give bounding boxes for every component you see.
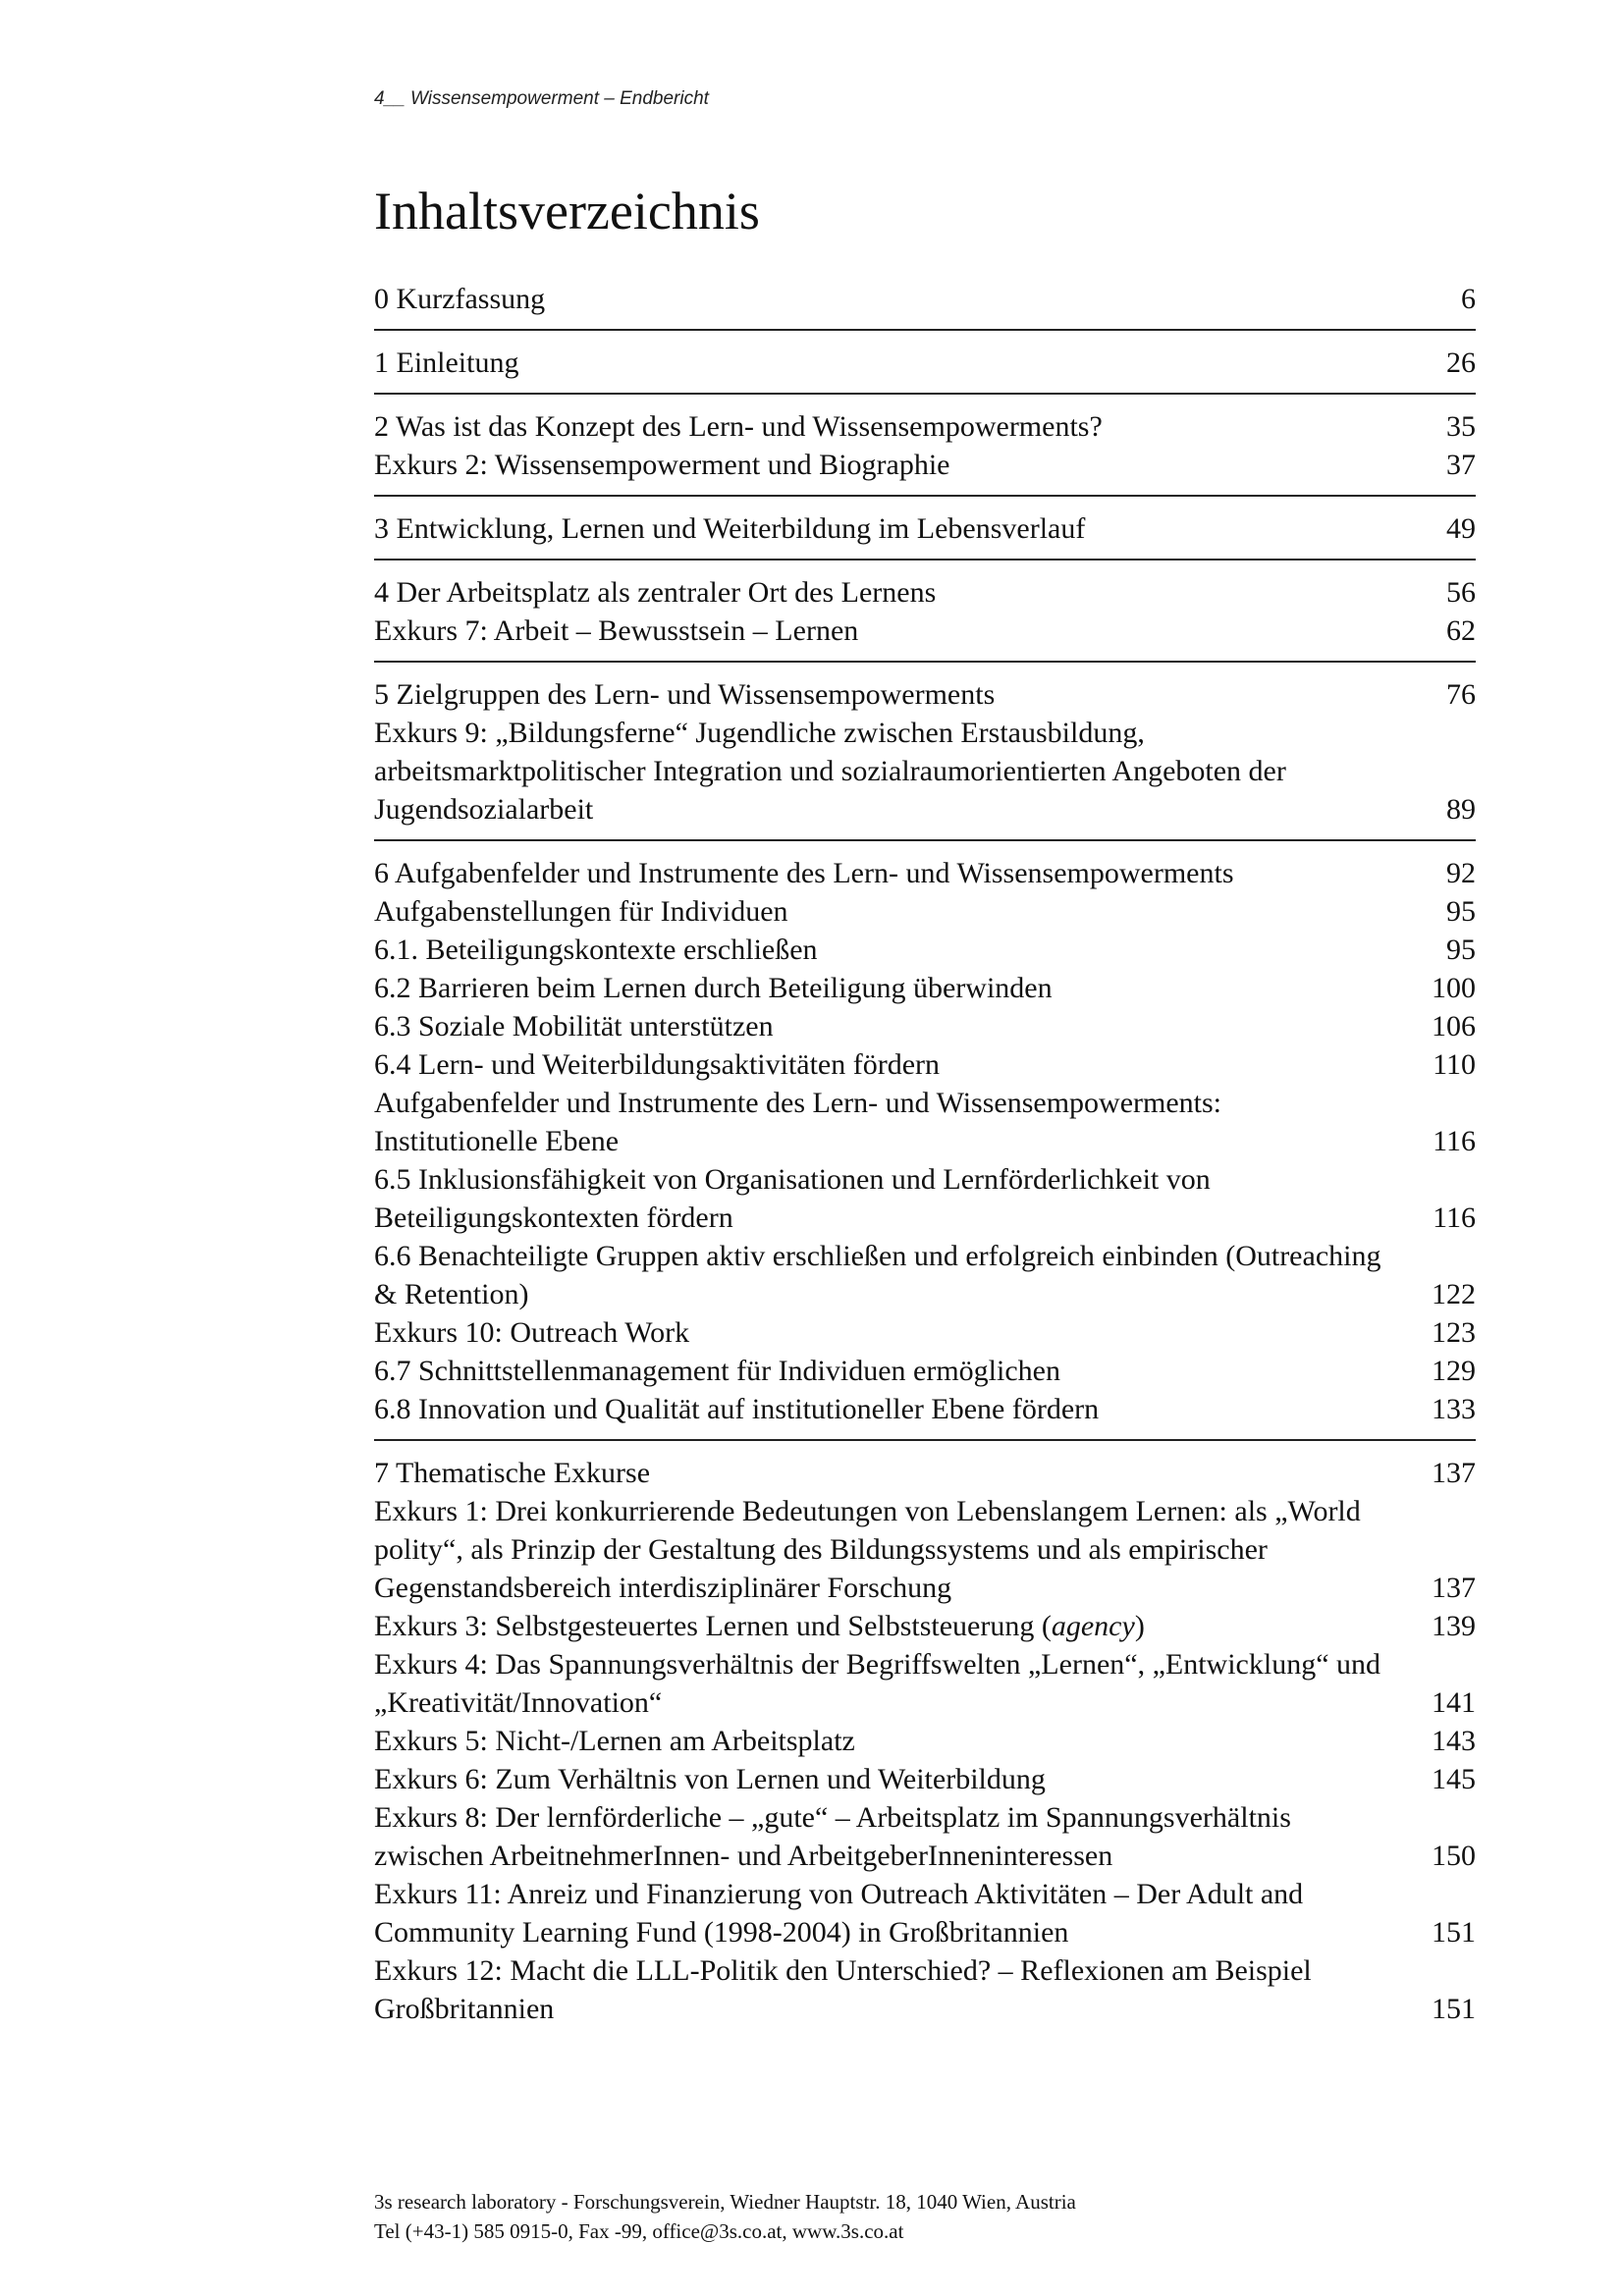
- toc-entry-page: 49: [1446, 512, 1476, 545]
- toc-entry[interactable]: [374, 1683, 1476, 1722]
- toc-entry-page: 141: [1432, 1686, 1476, 1719]
- toc-entry[interactable]: [374, 1084, 1476, 1122]
- toc-entry-title: Exkurs 8: Der lernförderliche – „gute“ – Arbeitsplatz im Spannungsverhältnis: [374, 1801, 1291, 1834]
- toc-entry[interactable]: [374, 1492, 1476, 1530]
- toc-entry-title: Exkurs 6: Zum Verhältnis von Lernen und Weiterbildung: [374, 1763, 1046, 1795]
- toc-entry[interactable]: [374, 344, 1476, 382]
- toc-entry-title: Community Learning Fund (1998-2004) in Großbritannien: [374, 1916, 1069, 1949]
- toc-entry-page: 133: [1432, 1393, 1476, 1425]
- toc-entry[interactable]: [374, 509, 1476, 548]
- toc-entry[interactable]: [374, 969, 1476, 1007]
- toc-entry-title: Institutionelle Ebene: [374, 1125, 620, 1157]
- toc-entry-title: 2 Was ist das Konzept des Lern- und Wissensempowerments?: [374, 410, 1103, 443]
- toc-entry-title: Jugendsozialarbeit: [374, 793, 594, 826]
- toc-entry-title: Exkurs 4: Das Spannungsverhältnis der Begriffswelten „Lernen“, „Entwicklung“ und: [374, 1648, 1381, 1681]
- page-title: Inhaltsverzeichnis: [374, 182, 760, 240]
- toc-entry[interactable]: [374, 1199, 1476, 1237]
- toc-entry[interactable]: [374, 1760, 1476, 1798]
- toc-entry-title: Großbritannien: [374, 1993, 555, 2025]
- toc-entry[interactable]: [374, 446, 1476, 484]
- toc-entry-title: 4 Der Arbeitsplatz als zentraler Ort des Lernens: [374, 576, 937, 609]
- toc-entry-title: Aufgabenstellungen für Individuen: [374, 895, 788, 928]
- toc-entry-page: 6: [1461, 283, 1476, 315]
- toc-entry-title: polity“, als Prinzip der Gestaltung des Bildungssystems und als empirischer: [374, 1533, 1268, 1566]
- toc-entry-page: 76: [1446, 678, 1476, 711]
- toc-entry-title: & Retention): [374, 1278, 529, 1310]
- toc-entry[interactable]: [374, 1722, 1476, 1760]
- toc-entry-title: Exkurs 5: Nicht-/Lernen am Arbeitsplatz: [374, 1725, 855, 1757]
- toc-entry-page: 139: [1432, 1610, 1476, 1642]
- toc-entry[interactable]: [374, 714, 1476, 752]
- toc-entry[interactable]: [374, 612, 1476, 650]
- toc-entry[interactable]: [374, 1390, 1476, 1428]
- toc-entry[interactable]: [374, 1530, 1476, 1569]
- toc-entry[interactable]: [374, 1913, 1476, 1951]
- toc-entry-title: Exkurs 1: Drei konkurrierende Bedeutungen von Lebenslangem Lernen: als „World: [374, 1495, 1361, 1527]
- toc-section: [374, 1441, 1476, 2039]
- toc-entry-page: 56: [1446, 576, 1476, 609]
- toc-entry-title: Exkurs 2: Wissensempowerment und Biographie: [374, 449, 950, 481]
- toc-entry[interactable]: [374, 1951, 1476, 1990]
- toc-entry-title: Aufgabenfelder und Instrumente des Lern- und Wissensempowerments:: [374, 1087, 1221, 1119]
- toc-entry[interactable]: [374, 280, 1476, 318]
- toc-entry-title: 5 Zielgruppen des Lern- und Wissensempowerments: [374, 678, 996, 711]
- toc-entry-title: 7 Thematische Exkurse: [374, 1457, 651, 1489]
- running-header: 4__ Wissensempowerment – Endbericht: [374, 88, 709, 109]
- toc-entry[interactable]: [374, 1352, 1476, 1390]
- toc-entry-title: 3 Entwicklung, Lernen und Weiterbildung im Lebensverlauf: [374, 512, 1086, 545]
- toc-entry[interactable]: [374, 752, 1476, 790]
- toc-entry[interactable]: [374, 1798, 1476, 1837]
- toc-entry-title: Gegenstandsbereich interdisziplinärer Forschung: [374, 1572, 952, 1604]
- toc-section: [374, 331, 1476, 395]
- toc-entry-page: 123: [1432, 1316, 1476, 1349]
- toc-entry[interactable]: [374, 1007, 1476, 1045]
- toc-entry-title: 6.2 Barrieren beim Lernen durch Beteiligung überwinden: [374, 972, 1053, 1004]
- toc-entry-page: 106: [1432, 1010, 1476, 1042]
- toc-entry[interactable]: [374, 1122, 1476, 1160]
- toc-entry-title: 6.3 Soziale Mobilität unterstützen: [374, 1010, 774, 1042]
- toc-entry[interactable]: [374, 854, 1476, 892]
- toc-entry[interactable]: [374, 1569, 1476, 1607]
- toc-entry[interactable]: [374, 1837, 1476, 1875]
- toc-entry-title: 1 Einleitung: [374, 347, 519, 379]
- toc-entry-title: Exkurs 11: Anreiz und Finanzierung von Outreach Aktivitäten – Der Adult and: [374, 1878, 1304, 1910]
- toc-entry[interactable]: [374, 1645, 1476, 1683]
- toc-entry[interactable]: [374, 407, 1476, 446]
- footer-address: 3s research laboratory - Forschungsverein, Wiedner Hauptstr. 18, 1040 Wien, Austria: [374, 2190, 1076, 2214]
- footer-contact: Tel (+43-1) 585 0915-0, Fax -99, office@3s.co.at, www.3s.co.at: [374, 2219, 904, 2243]
- toc-entry-page: 137: [1432, 1572, 1476, 1604]
- toc-entry[interactable]: [374, 790, 1476, 828]
- toc-entry-title: 6.1. Beteiligungskontexte erschließen: [374, 934, 818, 966]
- toc-entry-title: Exkurs 7: Arbeit – Bewusstsein – Lernen: [374, 614, 859, 647]
- toc-entry-title: arbeitsmarktpolitischer Integration und sozialraumorientierten Angeboten der: [374, 755, 1286, 787]
- toc-entry-page: 92: [1446, 857, 1476, 889]
- toc-entry-title: zwischen ArbeitnehmerInnen- und ArbeitgeberInneninteressen: [374, 1840, 1113, 1872]
- toc-section: [374, 395, 1476, 497]
- toc-entry[interactable]: [374, 1237, 1476, 1275]
- toc-entry-title: Exkurs 12: Macht die LLL-Politik den Unterschied? – Reflexionen am Beispiel: [374, 1954, 1312, 1987]
- toc-entry-page: 37: [1446, 449, 1476, 481]
- toc-entry-page: 145: [1432, 1763, 1476, 1795]
- toc-entry-title: 6.5 Inklusionsfähigkeit von Organisationen und Lernförderlichkeit von: [374, 1163, 1211, 1196]
- toc-entry-page: 35: [1446, 410, 1476, 443]
- toc-entry[interactable]: [374, 1607, 1476, 1645]
- toc-entry-title: „Kreativität/Innovation“: [374, 1686, 663, 1719]
- toc-entry[interactable]: [374, 1045, 1476, 1084]
- toc-entry-page: 95: [1446, 934, 1476, 966]
- toc-entry-title: 6.8 Innovation und Qualität auf institutioneller Ebene fördern: [374, 1393, 1100, 1425]
- toc-entry-title: Exkurs 9: „Bildungsferne“ Jugendliche zwischen Erstausbildung,: [374, 717, 1145, 749]
- toc-section: [374, 276, 1476, 331]
- toc-entry-page: 122: [1432, 1278, 1476, 1310]
- toc-entry[interactable]: [374, 675, 1476, 714]
- toc-entry-title: 0 Kurzfassung: [374, 283, 546, 315]
- toc-entry-title: 6.7 Schnittstellenmanagement für Individuen ermöglichen: [374, 1355, 1060, 1387]
- toc-entry-page: 100: [1432, 972, 1476, 1004]
- toc-entry-page: 151: [1432, 1916, 1476, 1949]
- toc-section: [374, 841, 1476, 1441]
- toc-entry-title: Beteiligungskontexten fördern: [374, 1201, 733, 1234]
- toc-entry-page: 62: [1446, 614, 1476, 647]
- toc-entry-page: 26: [1446, 347, 1476, 379]
- toc-entry[interactable]: [374, 573, 1476, 612]
- toc-entry-title: 6.6 Benachteiligte Gruppen aktiv erschließen und erfolgreich einbinden (Outreaching: [374, 1240, 1381, 1272]
- toc-entry[interactable]: [374, 1454, 1476, 1492]
- toc-entry[interactable]: [374, 1875, 1476, 1913]
- toc-entry-page: 110: [1433, 1048, 1476, 1081]
- toc-section: [374, 663, 1476, 841]
- toc-entry-page: 129: [1432, 1355, 1476, 1387]
- toc-section: [374, 561, 1476, 663]
- toc-entry[interactable]: [374, 1990, 1476, 2028]
- toc-entry-page: 116: [1433, 1201, 1476, 1234]
- page-footer: [374, 2187, 1076, 2246]
- toc-entry[interactable]: [374, 1275, 1476, 1313]
- toc-entry-title: 6.4 Lern- und Weiterbildungsaktivitäten fördern: [374, 1048, 941, 1081]
- toc-entry[interactable]: [374, 1313, 1476, 1352]
- toc-entry-title: 6 Aufgabenfelder und Instrumente des Lern- und Wissensempowerments: [374, 857, 1234, 889]
- toc-section: [374, 497, 1476, 561]
- toc-entry-page: 89: [1446, 793, 1476, 826]
- toc-entry-page: 143: [1432, 1725, 1476, 1757]
- toc-entry-title: Exkurs 3: Selbstgesteuertes Lernen und Selbststeuerung (agency): [374, 1610, 1145, 1642]
- toc-entry-page: 150: [1432, 1840, 1476, 1872]
- toc-entry-page: 137: [1432, 1457, 1476, 1489]
- table-of-contents: [374, 276, 1476, 2039]
- toc-entry[interactable]: [374, 1160, 1476, 1199]
- toc-entry[interactable]: [374, 931, 1476, 969]
- toc-entry-title: Exkurs 10: Outreach Work: [374, 1316, 690, 1349]
- toc-entry-page: 151: [1432, 1993, 1476, 2025]
- toc-entry-page: 95: [1446, 895, 1476, 928]
- toc-entry[interactable]: [374, 892, 1476, 931]
- toc-entry-page: 116: [1433, 1125, 1476, 1157]
